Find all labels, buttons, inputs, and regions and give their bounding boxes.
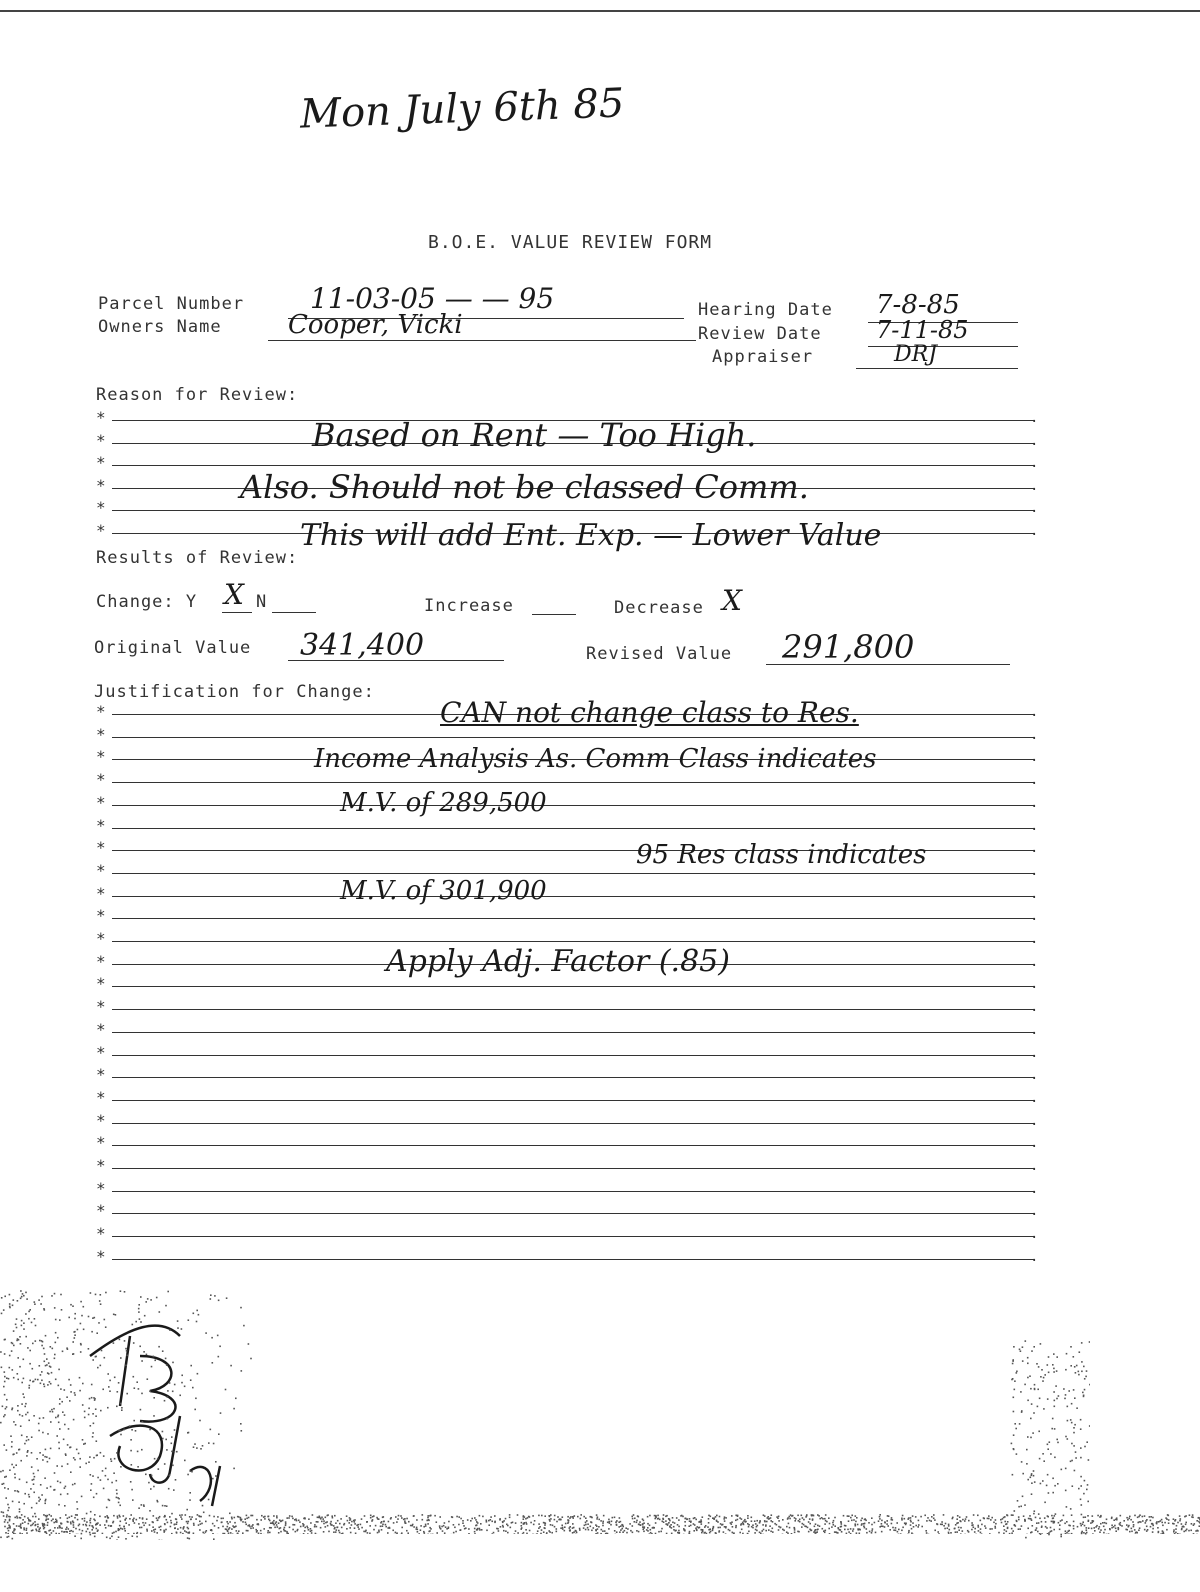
form-title: B.O.E. VALUE REVIEW FORM	[428, 232, 713, 253]
change-n-label: N	[256, 592, 268, 612]
handwritten-date-note: Mon July 6th 85	[299, 80, 626, 138]
justification-line: M.V. of 301,900	[340, 876, 547, 906]
justification-line: CAN not change class to Res.	[440, 696, 859, 729]
review-date-underline	[868, 346, 1018, 347]
ruled-line	[112, 896, 1034, 897]
results-of-review-label: Results of Review:	[96, 548, 299, 568]
parcel-number-label: Parcel Number	[98, 294, 245, 314]
appraiser-value: DRJ	[894, 342, 938, 367]
ruled-line	[112, 1191, 1034, 1192]
review-date-label: Review Date	[698, 324, 822, 344]
parcel-number-value: 11-03-05 — — 95	[310, 282, 555, 315]
row-end-dot: .	[1030, 1067, 1039, 1084]
row-end-dot: .	[1030, 1021, 1039, 1038]
original-value-label: Original Value	[94, 638, 252, 658]
appraiser-label: Appraiser	[712, 347, 814, 367]
row-asterisk: *	[96, 521, 106, 540]
hearing-date-label: Hearing Date	[698, 300, 833, 320]
ruled-line	[112, 510, 1034, 511]
justification-line: M.V. of 289,500	[340, 788, 547, 818]
ruled-line	[112, 1213, 1034, 1214]
decrease-label: Decrease	[614, 598, 704, 618]
row-asterisk: *	[96, 724, 106, 744]
row-asterisk: *	[96, 1178, 106, 1198]
reason-line: This will add Ent. Exp. — Lower Value	[300, 518, 882, 553]
justification-line: Apply Adj. Factor (.85)	[386, 944, 730, 979]
row-end-dot: .	[1030, 953, 1039, 970]
row-end-dot: .	[1030, 1135, 1039, 1152]
row-asterisk: *	[96, 1042, 106, 1062]
row-asterisk: *	[96, 838, 106, 858]
row-asterisk: *	[96, 906, 106, 926]
justification-line: 95 Res class indicates	[636, 840, 927, 870]
row-end-dot: .	[1030, 862, 1039, 879]
row-asterisk: *	[96, 1201, 106, 1221]
change-y-underline	[222, 612, 252, 613]
row-end-dot: .	[1030, 1089, 1039, 1106]
owners-name-label: Owners Name	[98, 317, 222, 337]
ruled-line	[112, 737, 1034, 738]
ruled-line	[112, 1145, 1034, 1146]
row-end-dot: .	[1030, 976, 1039, 993]
ruled-line	[112, 873, 1034, 874]
scan-noise-left	[0, 1290, 260, 1540]
ruled-line	[112, 1123, 1034, 1124]
row-end-dot: .	[1030, 999, 1039, 1016]
change-n-underline	[272, 612, 316, 613]
ruled-line	[112, 1077, 1034, 1078]
row-asterisk: *	[96, 1065, 106, 1085]
ruled-line	[112, 986, 1034, 987]
change-label: Change: Y	[96, 592, 198, 612]
row-end-dot: .	[1030, 1112, 1039, 1129]
row-end-dot: .	[1030, 772, 1039, 789]
ruled-line	[112, 805, 1034, 806]
row-end-dot: .	[1030, 500, 1039, 517]
review-date-value: 7-11-85	[876, 316, 969, 344]
row-asterisk: *	[96, 929, 106, 948]
row-end-dot: .	[1030, 1203, 1039, 1220]
decrease-mark: X	[722, 584, 742, 617]
reason-line: Based on Rent — Too High.	[312, 416, 757, 454]
row-end-dot: .	[1030, 1044, 1039, 1061]
row-asterisk: *	[96, 1156, 106, 1175]
row-asterisk: *	[96, 815, 106, 835]
row-end-dot: .	[1030, 477, 1039, 494]
change-y-mark: X	[224, 578, 244, 611]
ruled-line	[112, 1032, 1034, 1033]
row-asterisk: *	[96, 1087, 106, 1107]
appraiser-underline	[856, 368, 1018, 369]
reason-line: Also. Should not be classed Comm.	[240, 468, 809, 506]
row-asterisk: *	[96, 1224, 106, 1244]
row-end-dot: .	[1030, 749, 1039, 766]
ruled-line	[112, 918, 1034, 919]
row-end-dot: .	[1030, 523, 1039, 539]
ruled-line	[112, 465, 1034, 466]
row-asterisk: *	[96, 702, 106, 721]
row-asterisk: *	[96, 475, 106, 495]
ruled-line	[112, 1009, 1034, 1010]
increase-underline	[532, 614, 576, 615]
row-asterisk: *	[96, 498, 106, 518]
increase-label: Increase	[424, 596, 514, 616]
scan-noise-bottom	[0, 1514, 1200, 1534]
row-end-dot: .	[1030, 1180, 1039, 1197]
row-asterisk: *	[96, 770, 106, 790]
justification-label: Justification for Change:	[94, 682, 375, 702]
row-end-dot: .	[1030, 704, 1039, 720]
row-asterisk: *	[96, 453, 106, 473]
row-end-dot: .	[1030, 931, 1039, 947]
row-asterisk: *	[96, 1246, 106, 1266]
ruled-line	[112, 1055, 1034, 1056]
row-asterisk: *	[96, 997, 106, 1017]
row-end-dot: .	[1030, 726, 1039, 743]
row-end-dot: .	[1030, 455, 1039, 472]
ruled-line	[112, 1100, 1034, 1101]
ruled-line	[112, 1236, 1034, 1237]
reason-for-review-label: Reason for Review:	[96, 385, 299, 405]
row-end-dot: .	[1030, 794, 1039, 811]
row-end-dot: .	[1030, 1158, 1039, 1174]
row-end-dot: .	[1030, 1226, 1039, 1243]
top-edge-rule	[0, 10, 1200, 12]
row-asterisk: *	[96, 974, 106, 994]
revised-value: 291,800	[782, 628, 915, 666]
ruled-line	[112, 782, 1034, 783]
row-asterisk: *	[96, 747, 106, 767]
row-end-dot: .	[1030, 908, 1039, 925]
hearing-date-value: 7-8-85	[876, 290, 960, 320]
row-asterisk: *	[96, 430, 106, 450]
row-end-dot: .	[1030, 885, 1039, 902]
ruled-line	[112, 1168, 1034, 1169]
row-asterisk: *	[96, 951, 106, 971]
row-end-dot: .	[1030, 432, 1039, 449]
row-asterisk: *	[96, 1133, 106, 1153]
ruled-line	[112, 941, 1034, 942]
row-asterisk: *	[96, 408, 106, 427]
row-end-dot: .	[1030, 817, 1039, 834]
scan-noise-right	[1010, 1340, 1090, 1540]
row-end-dot: .	[1030, 1248, 1039, 1265]
row-asterisk: *	[96, 883, 106, 903]
row-end-dot: .	[1030, 840, 1039, 857]
ruled-line	[112, 828, 1034, 829]
justification-line: Income Analysis As. Comm Class indicates	[314, 744, 877, 774]
revised-value-label: Revised Value	[586, 644, 733, 664]
row-end-dot: .	[1030, 410, 1039, 426]
row-asterisk: *	[96, 860, 106, 880]
owners-name-value: Cooper, Vicki	[288, 310, 463, 340]
ruled-line	[112, 1259, 1034, 1260]
original-value: 341,400	[300, 628, 425, 663]
row-asterisk: *	[96, 1110, 106, 1130]
owners-name-underline	[268, 340, 696, 341]
row-asterisk: *	[96, 792, 106, 812]
row-asterisk: *	[96, 1019, 106, 1039]
